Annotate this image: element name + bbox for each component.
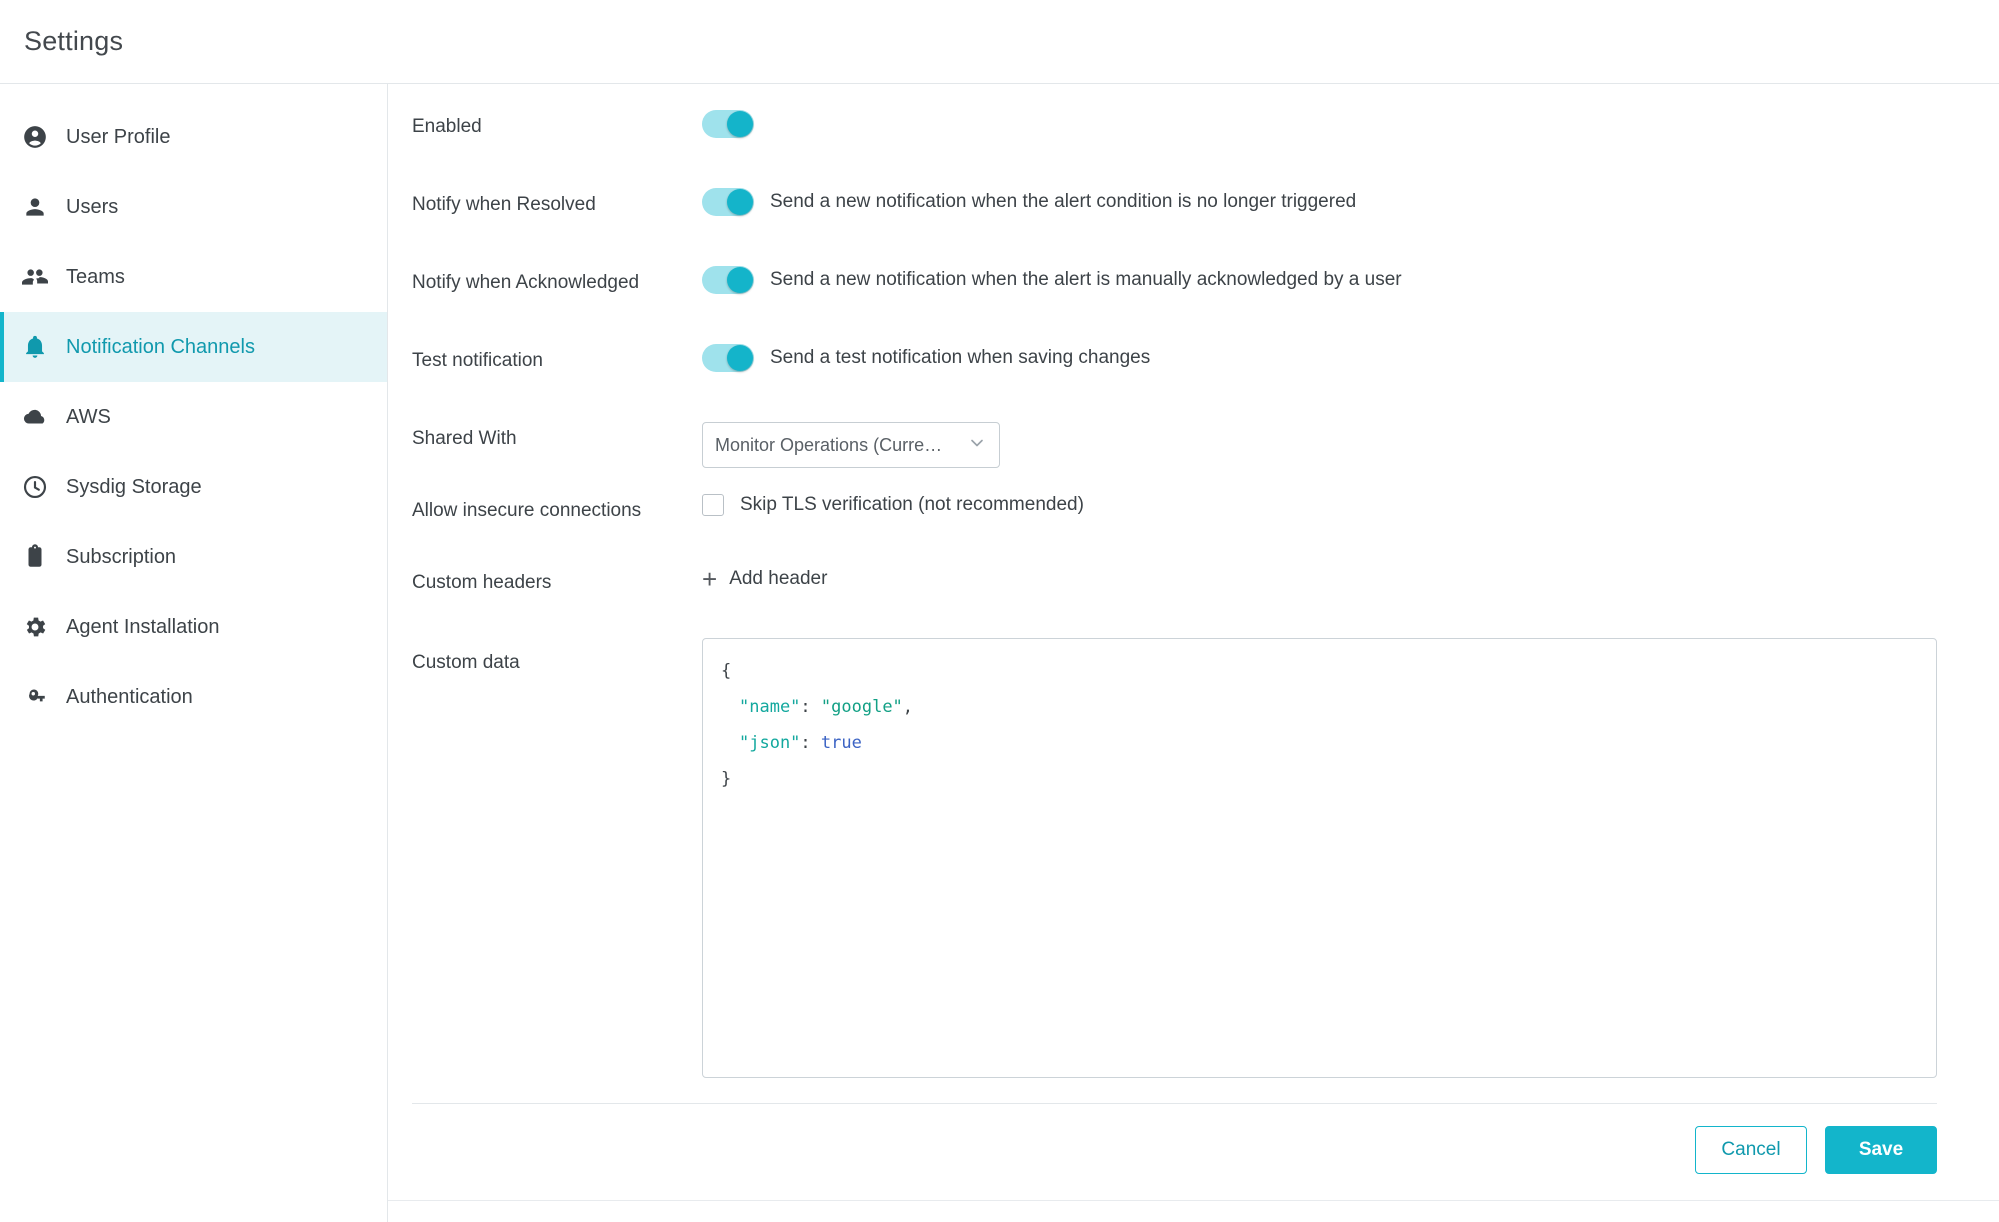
json-value: "google" [820,697,903,717]
field-label: Notify when Acknowledged [412,272,640,293]
field-label: Custom data [412,652,520,673]
field-enabled [412,110,1937,188]
json-comma: , [902,697,914,717]
field-shared-with [412,422,1937,494]
chevron-down-icon [967,433,987,458]
sidebar-item-label: Teams [66,265,125,288]
field-label: Test notification [412,350,543,371]
json-value: true [820,733,862,753]
field-notify-acknowledged [412,266,1937,344]
field-label: Notify when Resolved [412,194,596,215]
test-notification-toggle[interactable] [702,344,754,372]
json-open-brace: { [721,661,732,681]
sidebar-item-label: User Profile [66,125,171,148]
sidebar-item-label: Subscription [66,545,177,568]
sidebar-item-agent-installation[interactable] [0,592,387,662]
sidebar-item-authentication[interactable] [0,662,387,732]
toggle-knob [727,189,753,215]
user-icon [22,194,48,220]
field-test-notification [412,344,1937,422]
sidebar-item-user-profile[interactable] [0,102,387,172]
json-key: "json" [739,733,801,753]
field-label: Custom headers [412,572,552,593]
notify-acknowledged-toggle[interactable] [702,266,754,294]
field-label: Enabled [412,116,482,137]
skip-tls-checkbox[interactable] [702,494,724,516]
users-icon [22,264,48,290]
shared-with-value: Monitor Operations (Curre… [715,434,943,455]
field-label: Allow insecure connections [412,500,642,521]
notify-acknowledged-description: Send a new notification when the alert is manually acknowledged by a user [770,269,1402,290]
page-body [0,84,1999,1222]
sidebar-item-users[interactable] [0,172,387,242]
enabled-toggle[interactable] [702,110,754,138]
skip-tls-label: Skip TLS verification (not recommended) [740,494,1084,515]
notify-resolved-description: Send a new notification when the alert condition is no longer triggered [770,191,1357,212]
sidebar-item-label: Sysdig Storage [66,475,202,498]
field-custom-data [412,638,1937,1078]
plus-icon: + [702,564,718,594]
json-colon: : [800,733,821,753]
sidebar-item-label: Authentication [66,685,193,708]
notification-channel-form [388,84,1999,1085]
main-content [388,84,1999,1222]
add-header-label: Add header [729,568,828,589]
test-notification-description: Send a test notification when saving changes [770,347,1151,368]
clipboard-icon [22,544,48,570]
toggle-knob [727,267,753,293]
gear-icon [22,614,48,640]
sidebar-item-subscription[interactable] [0,522,387,592]
json-close-brace: } [721,769,732,789]
json-colon: : [800,697,821,717]
cancel-button[interactable]: Cancel [1695,1126,1807,1174]
sidebar-item-aws[interactable] [0,382,387,452]
field-notify-resolved [412,188,1937,266]
user-circle-icon [22,124,48,150]
key-icon [22,684,48,710]
custom-data-editor[interactable] [702,638,1937,1078]
page-header [0,0,1999,84]
field-custom-headers [412,566,1937,638]
field-label: Shared With [412,428,517,449]
sidebar-item-notification-channels[interactable] [0,312,387,382]
sidebar-item-label: Notification Channels [66,335,255,358]
json-key: "name" [739,697,801,717]
sidebar [0,84,388,1222]
bottom-strip [388,1200,1999,1222]
sidebar-item-label: AWS [66,405,111,428]
sidebar-item-sysdig-storage[interactable] [0,452,387,522]
sidebar-item-label: Users [66,195,119,218]
shared-with-select[interactable] [702,422,1000,468]
page-title: Settings [24,26,124,56]
form-footer [412,1103,1937,1200]
add-header-button[interactable] [702,566,827,592]
bell-icon [22,334,48,360]
cloud-icon [22,404,48,430]
sidebar-item-label: Agent Installation [66,615,220,638]
field-allow-insecure [412,494,1937,566]
toggle-knob [727,111,753,137]
sidebar-item-teams[interactable] [0,242,387,312]
save-button[interactable]: Save [1825,1126,1937,1174]
notify-resolved-toggle[interactable] [702,188,754,216]
storage-icon [22,474,48,500]
toggle-knob [727,345,753,371]
